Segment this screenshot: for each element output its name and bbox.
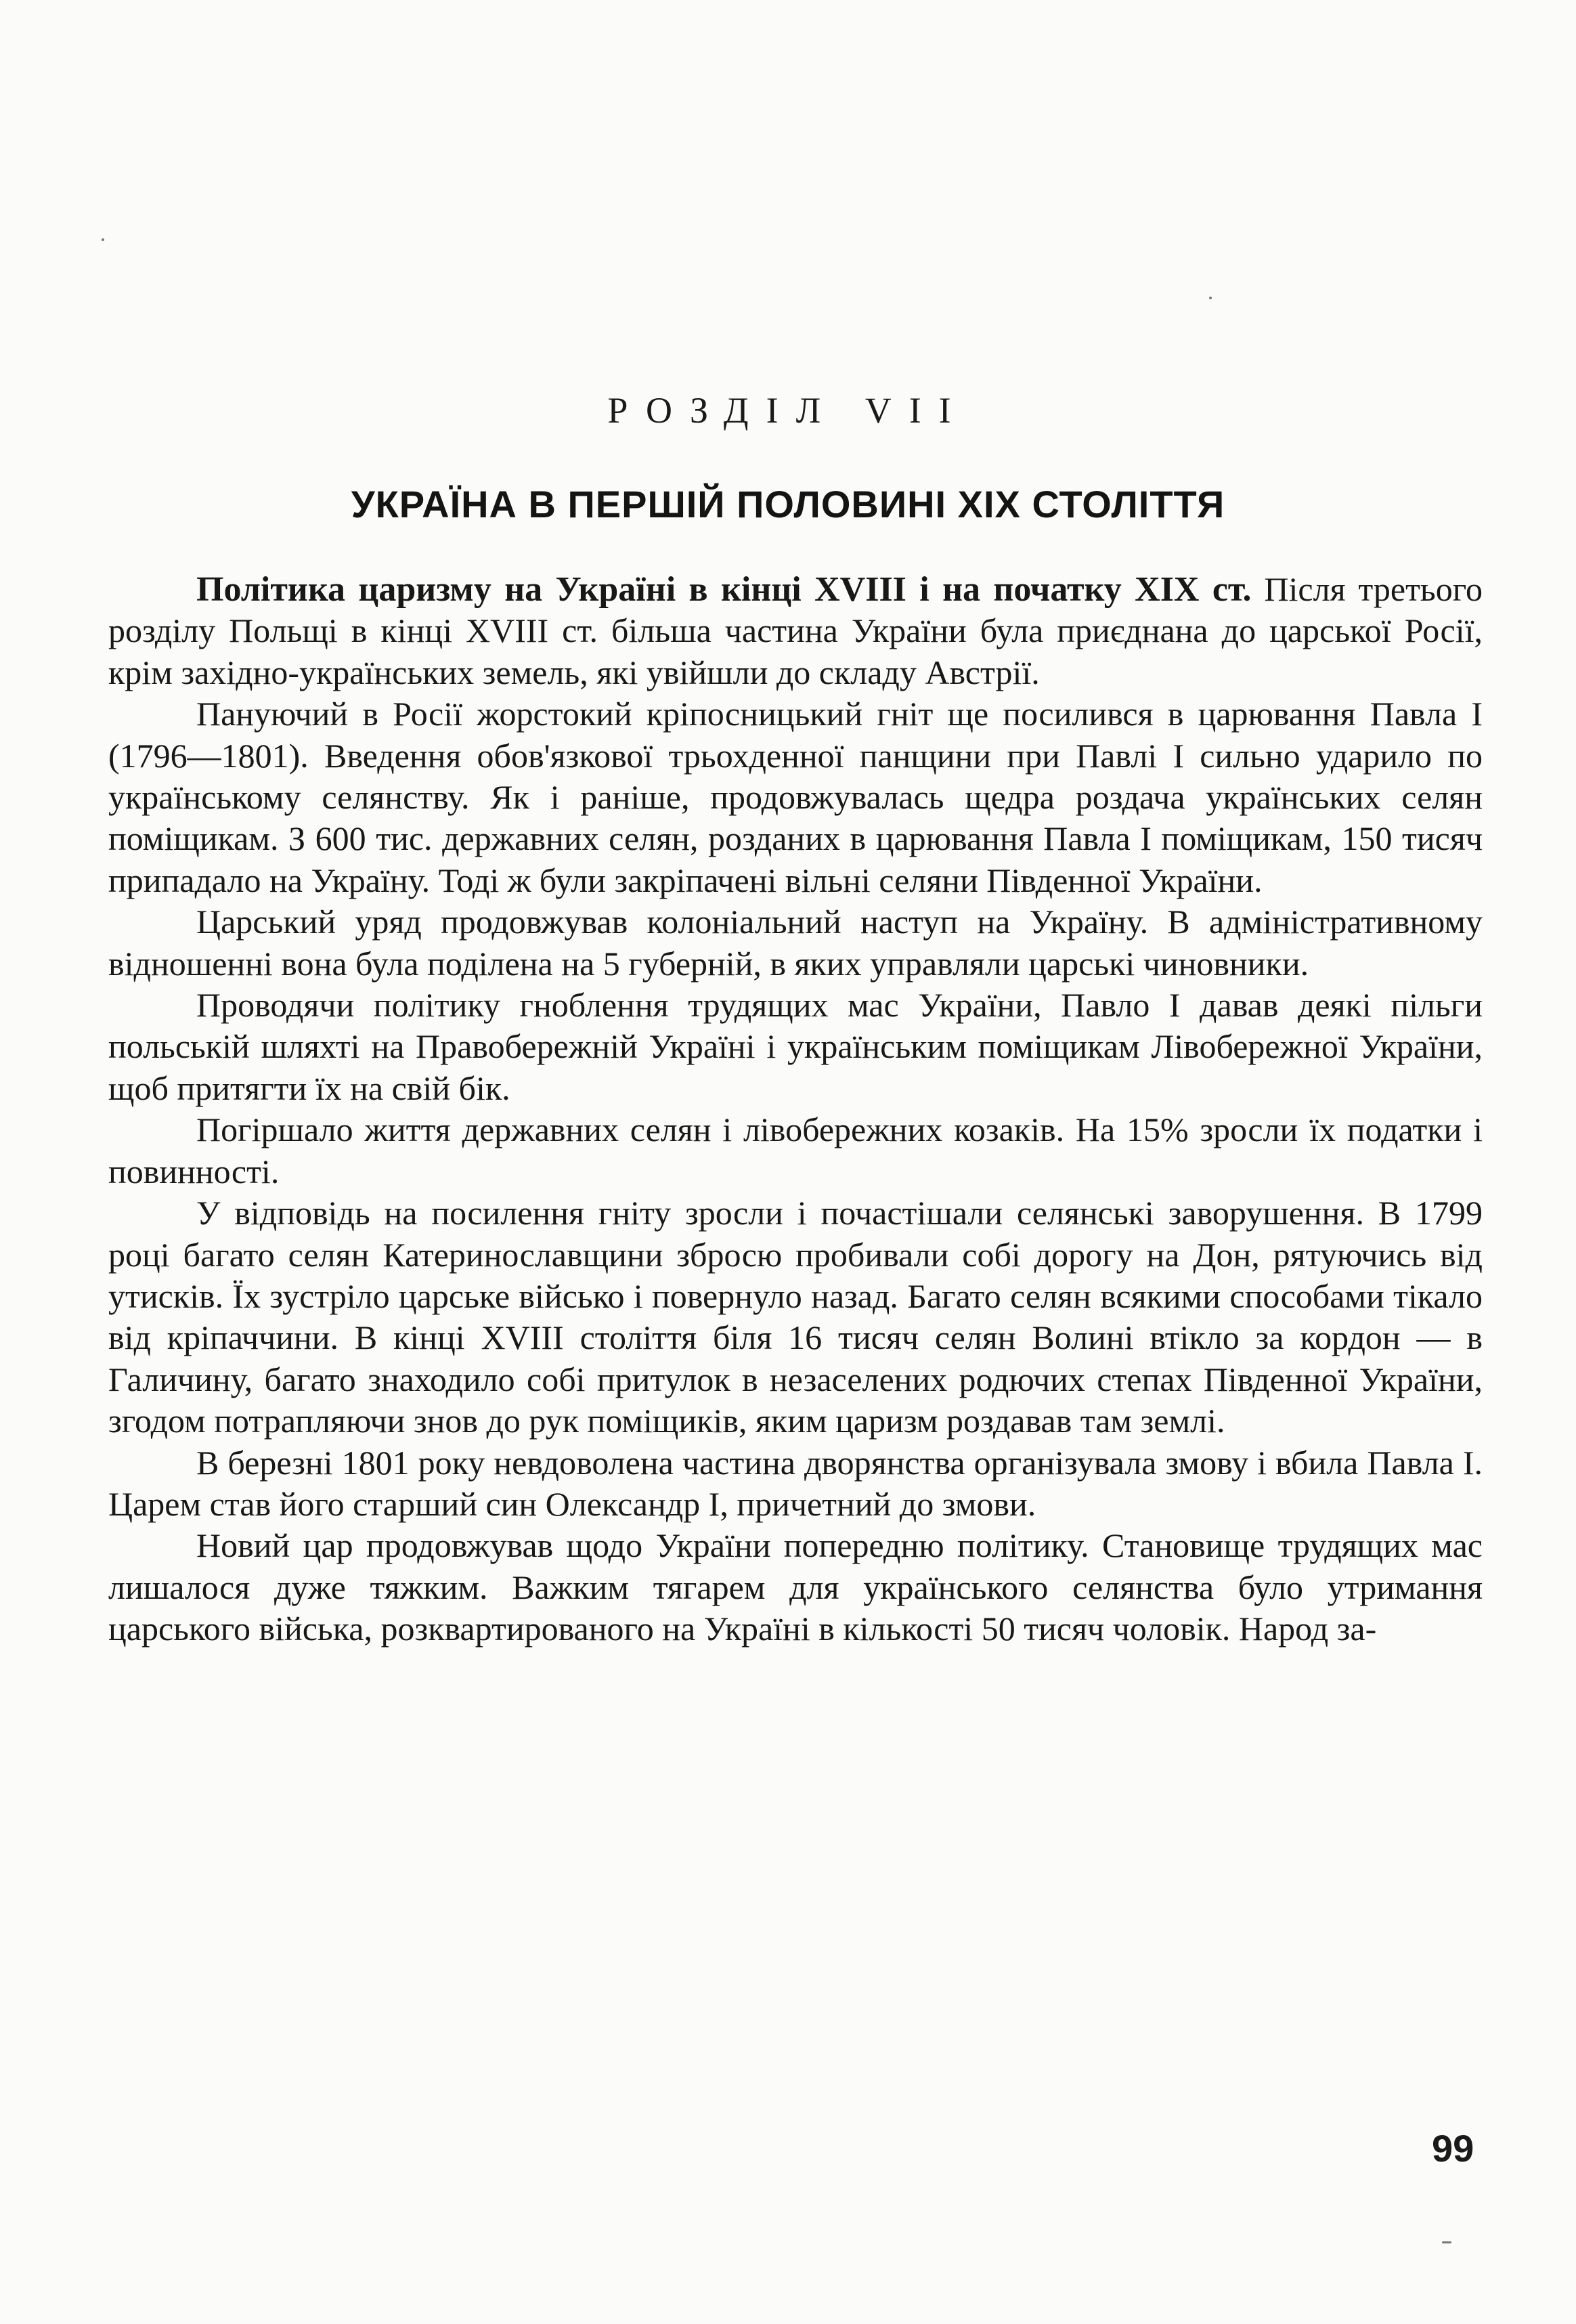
- section-heading: Політика царизму на Україні в кінці XVIII і на початку XIX ст.: [196, 570, 1252, 609]
- chapter-label: РОЗДІЛ VII: [607, 390, 969, 431]
- paragraph-1: [108, 569, 1483, 693]
- page-number: 99: [1432, 2127, 1474, 2170]
- paragraph-7: В березні 1801 року невдоволена частина дворянства організувала змову і вбила Павла I. Царем став його старший син Олександр I, причетний до змови.: [108, 1443, 1483, 1523]
- paragraph-5: Погіршало життя державних селян і лівобережних козаків. На 15% зросли їх податки і повинності.: [108, 1111, 1483, 1190]
- chapter-title: УКРАЇНА В ПЕРШІЙ ПОЛОВИНІ XIX СТОЛІТТЯ: [351, 483, 1225, 525]
- paragraph-2: Пануючий в Росії жорстокий кріпосницький гніт ще посилився в царювання Павла I (1796—1801). Введення обов'язкової трьохденної панщини при Павлі I сильно ударило по українському селянству. Як і раніше, продовжувалась щедра роздача українських селян поміщикам. З 600 тис. державних селян, розданих в царювання Павла I поміщикам, 150 тисяч припадало на Україну. Тоді ж були закріпачені вільні селяни Південної України.: [108, 695, 1483, 899]
- paragraph-4: Проводячи політику гноблення трудящих мас України, Павло I давав деякі пільги польській шляхті на Правобережній Україні і українським поміщикам Лівобережної України, щоб притягти їх на свій бік.: [108, 986, 1483, 1107]
- paragraph-6: У відповідь на посилення гніту зросли і почастішали селянські заворушення. В 1799 році багато селян Катеринославщини збросю пробивали собі дорогу на Дон, рятуючись від утисків. Їх зустріло царське військо і повернуло назад. Багато селян всякими способами тікало від кріпаччини. В кінці XVIII століття біля 16 тисяч селян Волині втікло за кордон — в Галичину, багато знаходило собі притулок в незаселених родючих степах Південної України, згодом потрапляючи знов до рук поміщиків, яким царизм роздавав там землі.: [108, 1194, 1483, 1440]
- paragraph-3: Царський уряд продовжував колоніальний наступ на Україну. В адміністративному відношенні вона була поділена на 5 губерній, в яких управляли царські чиновники.: [108, 903, 1483, 983]
- paper-speck: [1442, 2241, 1451, 2243]
- body-text: [108, 569, 1483, 1650]
- paper-speck: [1209, 297, 1212, 299]
- paragraph-8: Новий цар продовжував щодо України попередню політику. Становище трудящих мас лишалося дуже тяжким. Важким тягарем для українського селянства було утримання царського війська, розквартированого на Україні в кількості 50 тисяч чоловік. Народ за-: [108, 1526, 1483, 1648]
- section-intro: Після третього розділу Польщі в кінці XVIII ст. більша частина України була приєднана до царської Росії, крім західно-українських земель, які увійшли до складу Австрії.: [108, 570, 1483, 691]
- paper-speck: [102, 238, 104, 241]
